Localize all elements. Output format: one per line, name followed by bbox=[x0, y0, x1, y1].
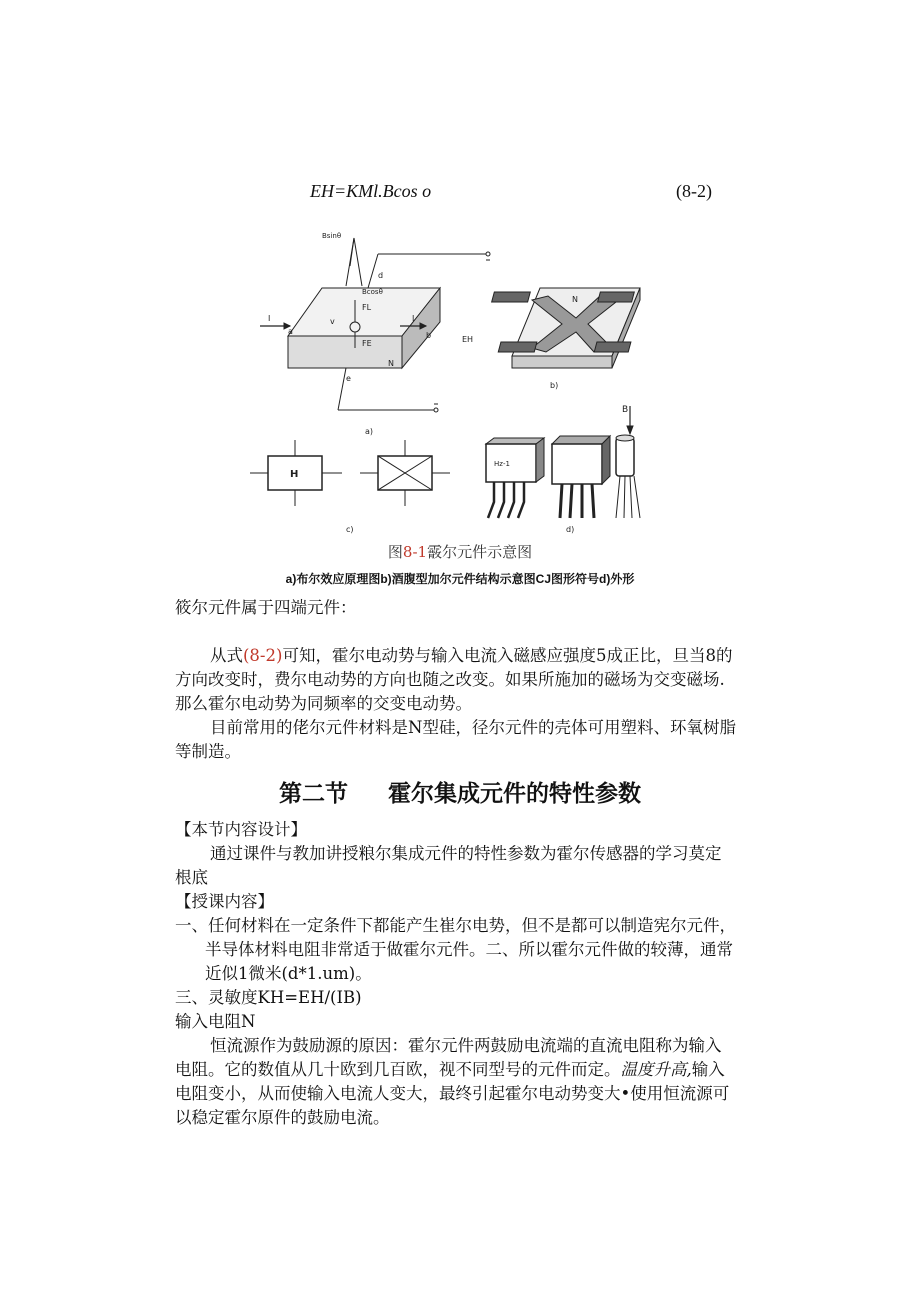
label-d: d bbox=[378, 271, 384, 280]
panel-a-hall-principle bbox=[260, 232, 490, 436]
caption-prefix: 图 bbox=[387, 543, 403, 561]
label-n: N bbox=[388, 359, 394, 368]
symbol-h: H bbox=[290, 469, 299, 480]
label-b: b bbox=[426, 331, 432, 340]
para3-line2-a: 电阻。它的数值从几十欧到几百欧，视不同型号的元件而定。 bbox=[175, 1060, 621, 1079]
label-panel-c: c) bbox=[346, 525, 354, 534]
teach-label: 【授课内容】 bbox=[175, 892, 274, 911]
label-bsin: Bsinθ bbox=[322, 232, 342, 240]
para1-pre: 从式 bbox=[210, 646, 243, 665]
section-number: 第二节 bbox=[279, 781, 348, 807]
panel-d-appearance bbox=[486, 405, 640, 534]
para3-line2 bbox=[175, 1058, 725, 1082]
panel-c-graphic-symbols bbox=[250, 440, 450, 534]
caption-suffix: 霰尔元件示意图 bbox=[427, 543, 533, 561]
para3-line3: 电阻变小，从而使输入电流人变大，最终引起霍尔电动势变大•使用恒流源可 bbox=[175, 1084, 730, 1103]
label-b-panel-n: N bbox=[572, 295, 578, 304]
figure-subcaption: a)布尔效应原理图b)酒腹型加尔元件结构示意图CJ图形符号d)外形 bbox=[285, 572, 635, 586]
para1-line1-rest: 可知，霍尔电动势与输入电流入磁感应强度5成正比，旦当8的 bbox=[282, 646, 733, 665]
hall-element-figure bbox=[250, 226, 650, 542]
design-label: 【本节内容设计】 bbox=[175, 820, 307, 839]
label-v: v bbox=[330, 317, 335, 326]
label-i-left: I bbox=[268, 314, 271, 323]
para2-line1: 目前常用的佬尔元件材料是N型硅，径尔元件的壳体可用塑料、环氧树脂 bbox=[210, 718, 736, 737]
item1-line2: 半导体材料电阻非常适于做霍尔元件。二、所以霍尔元件做的较薄，通常 bbox=[205, 940, 733, 959]
figure-caption bbox=[0, 541, 920, 562]
section-heading bbox=[0, 775, 920, 808]
input-resistance: 输入电阻N bbox=[175, 1012, 256, 1031]
label-fe: FE bbox=[362, 339, 372, 348]
design-text-line1: 通过课件与教加讲授粮尔集成元件的特性参数为霍尔传感器的学习莫定 bbox=[210, 844, 722, 863]
label-panel-d: d) bbox=[566, 525, 575, 534]
para1-line3: 那么霍尔电动势为同频率的交变电动势。 bbox=[175, 694, 472, 713]
para1-line1 bbox=[210, 644, 732, 668]
para3-line2-b: 输入 bbox=[691, 1060, 725, 1079]
label-panel-b: b) bbox=[550, 381, 559, 390]
section-title: 霍尔集成元件的特性参数 bbox=[388, 781, 641, 807]
item3: 三、灵敏度KH=EH/(IB) bbox=[175, 988, 362, 1007]
para2-line2: 等制造。 bbox=[175, 742, 241, 761]
label-eh: EH bbox=[462, 335, 474, 344]
label-b-arrow: B bbox=[622, 405, 629, 415]
label-i-right: I bbox=[412, 314, 415, 323]
label-panel-a: a) bbox=[365, 427, 374, 436]
para3-line1: 恒流源作为鼓励源的原因：霍尔元件两鼓励电流端的直流电阻称为输入 bbox=[210, 1036, 722, 1055]
label-hz: Hz-1 bbox=[494, 460, 510, 468]
intro-line: 筱尔元件属于四端元件： bbox=[175, 598, 357, 617]
item1-line1: 一、任何材料在一定条件下都能产生崔尔电势，但不是都可以制造宪尔元件， bbox=[175, 916, 736, 935]
panel-b-cross-structure bbox=[462, 288, 640, 390]
label-fl: FL bbox=[362, 303, 372, 312]
caption-number: 8-1 bbox=[402, 543, 428, 561]
design-text-line2: 根底 bbox=[175, 868, 208, 887]
label-a: a bbox=[288, 327, 293, 336]
para1-line2: 方向改变时，费尔电动势的方向也随之改变。如果所施加的磁场为交变磁场. bbox=[175, 670, 725, 689]
item1-line3: 近似1微米(d*1.um)。 bbox=[205, 964, 372, 983]
equation-number: (8-2) bbox=[676, 181, 712, 201]
para3-line4: 以稳定霍尔原件的鼓励电流。 bbox=[175, 1108, 390, 1127]
label-e: e bbox=[346, 374, 351, 383]
para1-ref: (8-2) bbox=[243, 646, 283, 665]
label-bcos: Bcosθ bbox=[362, 288, 383, 296]
para3-line2-italic: 温度升高, bbox=[620, 1060, 692, 1079]
equation-text: EH=KMl.Bcos o bbox=[310, 181, 432, 201]
